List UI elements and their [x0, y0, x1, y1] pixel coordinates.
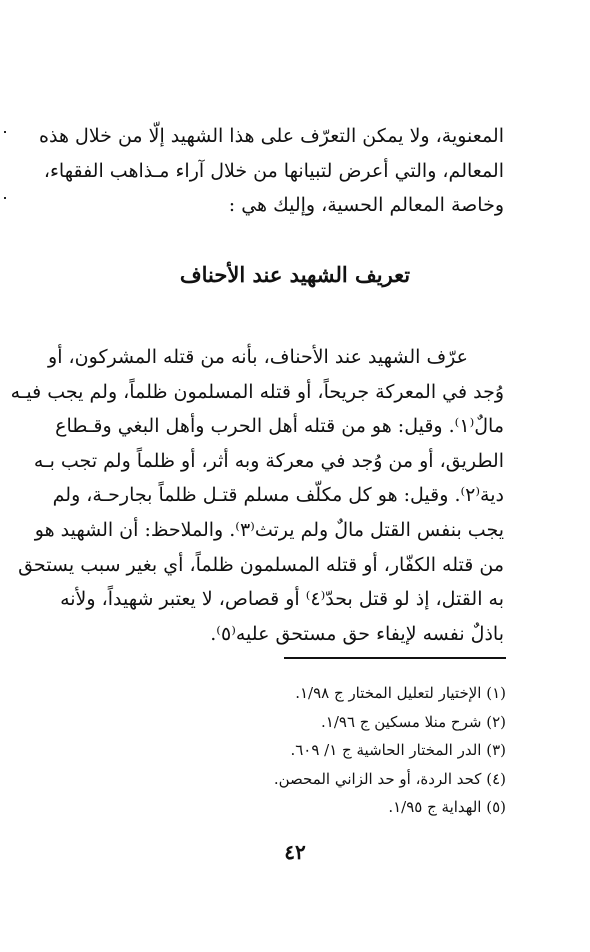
body-line: باذلٌ نفسه لإيفاء حق مستحق عليه⁽٥⁾.	[210, 622, 504, 645]
body-line: به القتل، إذ لو قتل بحدّ⁽٤⁾ أو قصاص، لا يعتبر شهيداً، ولأنه	[60, 588, 504, 611]
footnote: (٣) الدر المختار الحاشية ج ١/ ٦٠٩.	[290, 741, 506, 759]
intro-line: وخاصة المعالم الحسية، وإليك هي :	[228, 194, 504, 217]
footnotes	[86, 679, 506, 822]
definition-paragraph	[10, 340, 504, 651]
section-heading: تعريف الشهيد عند الأحناف	[179, 262, 411, 287]
body-line: وُجد في المعركة جريحاً، أو قتله المسلمون ظلماً، ولم يجب فيـه	[10, 380, 504, 403]
body-line: عرّف الشهيد عند الأحناف، بأنه من قتله المشركون، أو	[48, 346, 468, 368]
margin-mark	[4, 131, 6, 133]
intro-line: المعالم، والتي أعرض لتبيانها من خلال آراء مـذاهب الفقهاء،	[43, 159, 504, 182]
body-line: من قتله الكفّار، أو قتله المسلمون ظلماً، أي بغير سبب يستحق	[18, 553, 504, 576]
footnote: (٤) كحد الردة، أو حد الزاني المحصن.	[273, 769, 506, 788]
footnote-divider	[284, 657, 506, 659]
margin-mark	[4, 197, 6, 199]
footnote: (٢) شرح منلا مسكين ج ١/٩٦.	[321, 712, 506, 731]
footnote: (٥) الهداية ج ١/٩٥.	[388, 798, 506, 816]
page-number: ٤٢	[284, 840, 306, 864]
body-line: الطريق، أو من وُجد في معركة وبه أثر، أو ظلماً ولم تجب بـه	[33, 449, 504, 472]
body-line: مالٌ⁽١⁾. وقيل: هو من قتله أهل الحرب وأهل البغي وقـطاع	[55, 415, 504, 438]
footnote: (١) الإختيار لتعليل المختار ج ١/٩٨.	[295, 684, 506, 702]
intro-paragraph	[39, 119, 504, 223]
body-line: دية⁽٢⁾. وقيل: هو كل مكلّف مسلم قتـل ظلماً بجارحـة، ولم	[52, 484, 504, 507]
intro-line: المعنوية، ولا يمكن التعرّف على هذا الشهيد إلّا من خلال هذه	[39, 125, 504, 147]
body-line: يجب بنفس القتل مالٌ ولم يرتث⁽٣⁾. والملاحظ: أن الشهيد هو	[34, 518, 504, 541]
